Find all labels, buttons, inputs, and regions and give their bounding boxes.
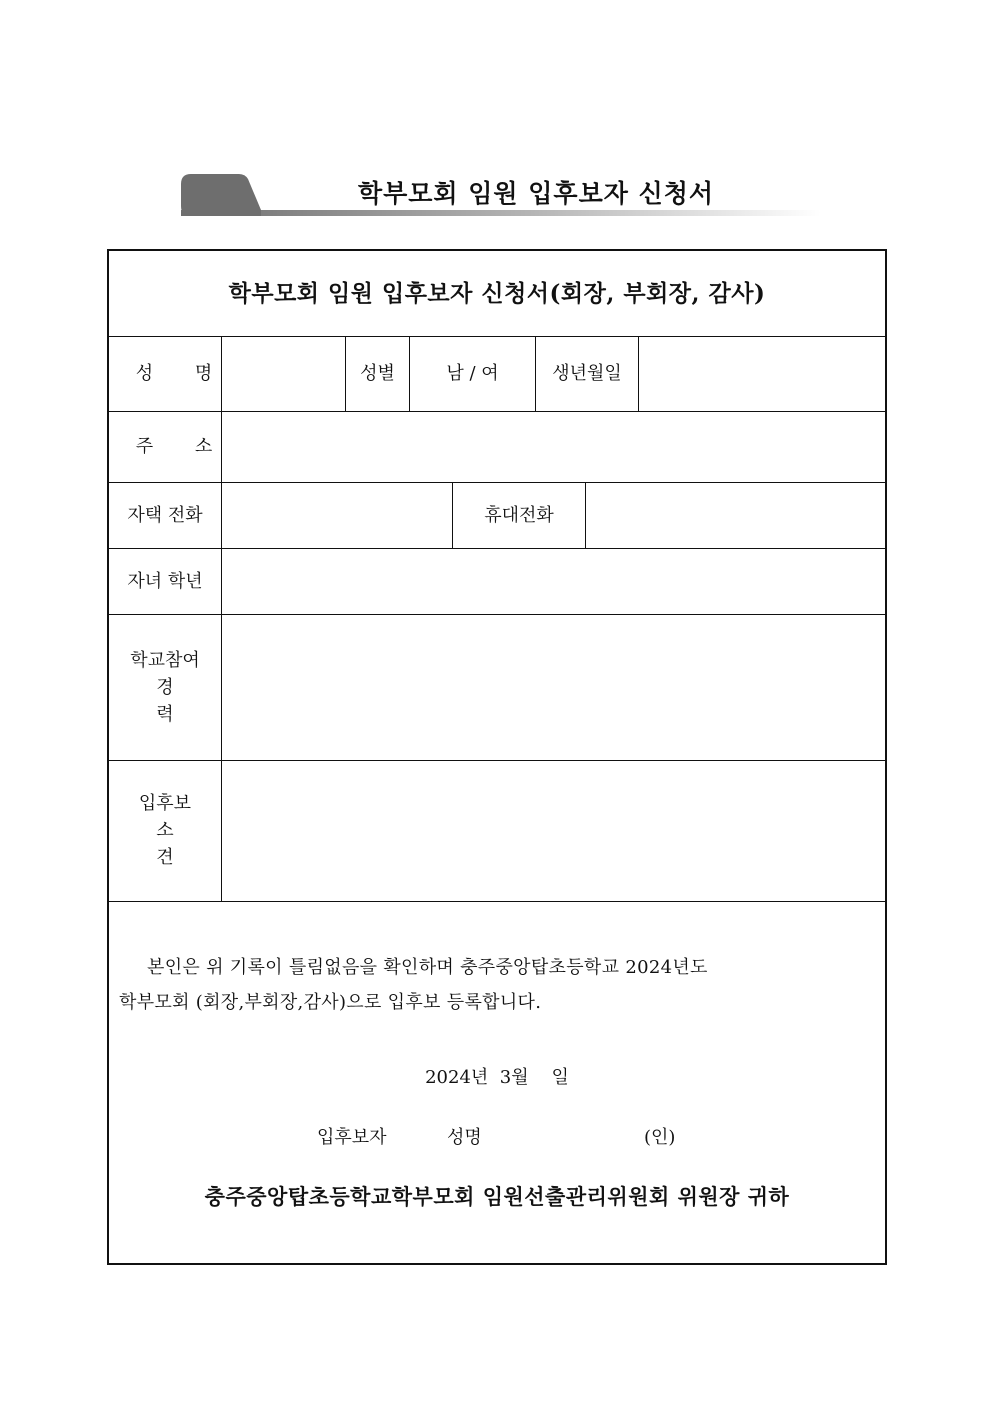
child-grade-label: 자녀 학년 xyxy=(127,570,203,592)
title-banner xyxy=(181,174,821,218)
signer-name-label: 성명 xyxy=(447,1127,482,1148)
gender-options[interactable]: 남 / 여 xyxy=(446,363,499,384)
home-phone-label: 자택 전화 xyxy=(127,504,203,526)
application-date: 2024년 3월 일 xyxy=(425,1067,569,1088)
mobile-phone-field[interactable] xyxy=(586,482,885,548)
birth-date-label: 생년월일 xyxy=(552,363,622,384)
name-field[interactable] xyxy=(222,336,345,411)
career-label-line1: 학교참여 xyxy=(130,649,200,671)
signer-name-field[interactable] xyxy=(499,1123,639,1151)
opinion-label-line1: 입후보 xyxy=(138,793,192,814)
signer-label: 입후보자 xyxy=(317,1127,387,1148)
name-label: 성 명 xyxy=(135,363,231,384)
opinion-field[interactable] xyxy=(222,760,885,901)
child-grade-field[interactable] xyxy=(222,548,885,614)
seal-mark: (인) xyxy=(644,1127,676,1148)
addressee: 충주중앙탑초등학교학부모회 임원선출관리위원회 위원장 귀하 xyxy=(204,1184,790,1209)
opinion-label xyxy=(109,760,221,901)
mobile-phone-label: 휴대전화 xyxy=(484,504,554,526)
home-phone-field[interactable] xyxy=(222,482,452,548)
declaration-line-2: 학부모회 (회장,부회장,감사)으로 입후보 등록합니다. xyxy=(119,992,542,1013)
row-divider xyxy=(109,901,885,902)
address-field[interactable] xyxy=(222,411,885,482)
declaration-line-1: 본인은 위 기록이 틀림없음을 확인하며 충주중앙탑초등학교 2024년도 xyxy=(147,957,708,978)
page-title: 학부모회 임원 입후보자 신청서 xyxy=(357,179,715,208)
career-label xyxy=(109,614,221,760)
career-label-line2: 경 력 xyxy=(156,676,216,725)
application-form xyxy=(107,249,887,1265)
form-heading: 학부모회 임원 입후보자 신청서(회장, 부회장, 감사) xyxy=(228,280,766,307)
birth-date-field[interactable] xyxy=(639,336,885,411)
gender-label: 성별 xyxy=(360,363,395,384)
address-label: 주 소 xyxy=(135,436,231,457)
opinion-label-line2: 소 견 xyxy=(156,820,192,868)
signature-line xyxy=(109,1123,885,1151)
career-field[interactable] xyxy=(222,614,885,760)
